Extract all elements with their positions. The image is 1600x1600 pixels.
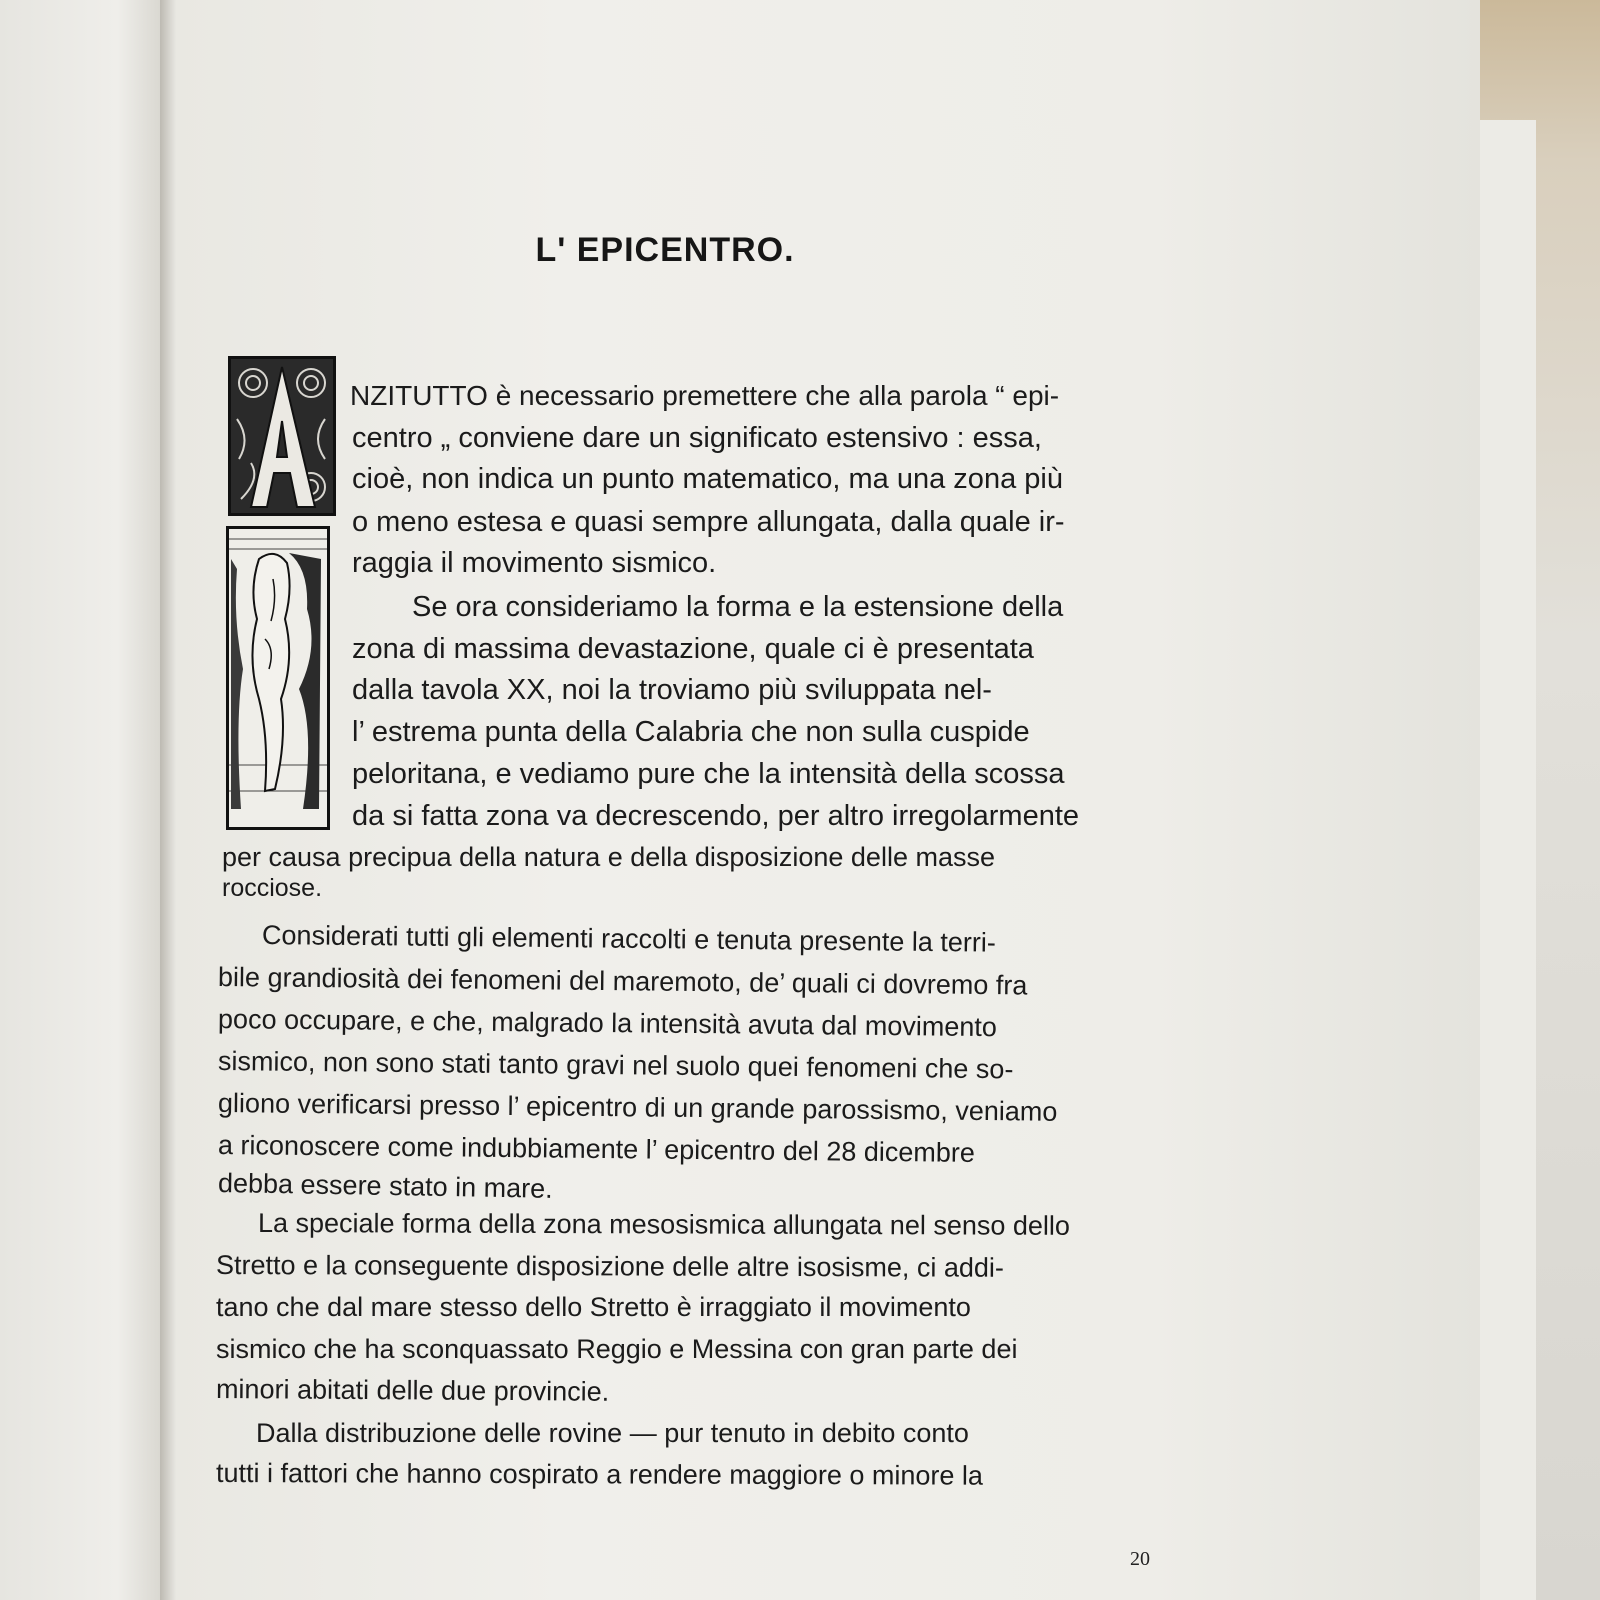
text-line: tutti i fattori che hanno cospirato a rendere maggiore o minore la xyxy=(215,1458,983,1491)
text-line: l’ estrema punta della Calabria che non sulla cuspide xyxy=(352,716,1030,748)
text-line: La speciale forma della zona mesosismica allungata nel senso dello xyxy=(257,1208,1071,1241)
text-line: peloritana, e vediamo pure che la intensità della scossa xyxy=(352,758,1065,790)
text-line: centro „ conviene dare un significato estensivo : essa, xyxy=(352,422,1042,454)
page-title: L' EPICENTRO. xyxy=(535,230,795,269)
text-line: zona di massima devastazione, quale ci è presentata xyxy=(352,633,1034,665)
text-line: sismico, non sono stati tanto gravi nel suolo quei fenomeni che so- xyxy=(217,1046,1014,1085)
text-line: a riconoscere come indubbiamente l’ epicentro del 28 dicembre xyxy=(217,1130,976,1168)
text-line: bile grandiosità dei fenomeni del maremoto, de’ quali ci dovremo fra xyxy=(217,962,1028,1001)
text-line: debba essere stato in mare. xyxy=(217,1168,553,1204)
page-number: 20 xyxy=(1130,1548,1150,1570)
text-line: o meno estesa e quasi sempre allungata, dalla quale ir- xyxy=(352,506,1065,538)
text-line: cioè, non indica un punto matematico, ma una zona più xyxy=(352,463,1063,495)
text-line: Dalla distribuzione delle rovine — pur tenuto in debito conto xyxy=(256,1418,969,1448)
text-line: raggia il movimento sismico. xyxy=(352,547,717,579)
text-line: sismico che ha sconquassato Reggio e Messina con gran parte dei xyxy=(216,1334,1018,1364)
text-line: rocciose. xyxy=(222,874,323,902)
text-line: Considerati tutti gli elementi raccolti e tenuta presente la terri- xyxy=(261,920,996,958)
text-line: Se ora consideriamo la forma e la estensione della xyxy=(412,591,1064,623)
text-line: Stretto e la conseguente disposizione delle altre isosisme, ci addi- xyxy=(215,1250,1004,1283)
text-line: gliono verificarsi presso l’ epicentro di un grande parossismo, veniamo xyxy=(217,1088,1058,1127)
text-line: poco occupare, e che, malgrado la intensità avuta dal movimento xyxy=(217,1004,998,1043)
text-line: da si fatta zona va decrescendo, per altro irregolarmente xyxy=(352,800,1080,832)
text-line: NZITUTTO è necessario premettere che alla parola “ epi- xyxy=(350,380,1060,411)
text-line: per causa precipua della natura e della disposizione delle masse xyxy=(222,842,995,872)
text-line: minori abitati delle due provincie. xyxy=(215,1374,610,1407)
text-line: tano che dal mare stesso dello Stretto è irraggiato il movimento xyxy=(216,1292,971,1322)
text-line: dalla tavola XX, noi la troviamo più sviluppata nel- xyxy=(352,674,992,706)
